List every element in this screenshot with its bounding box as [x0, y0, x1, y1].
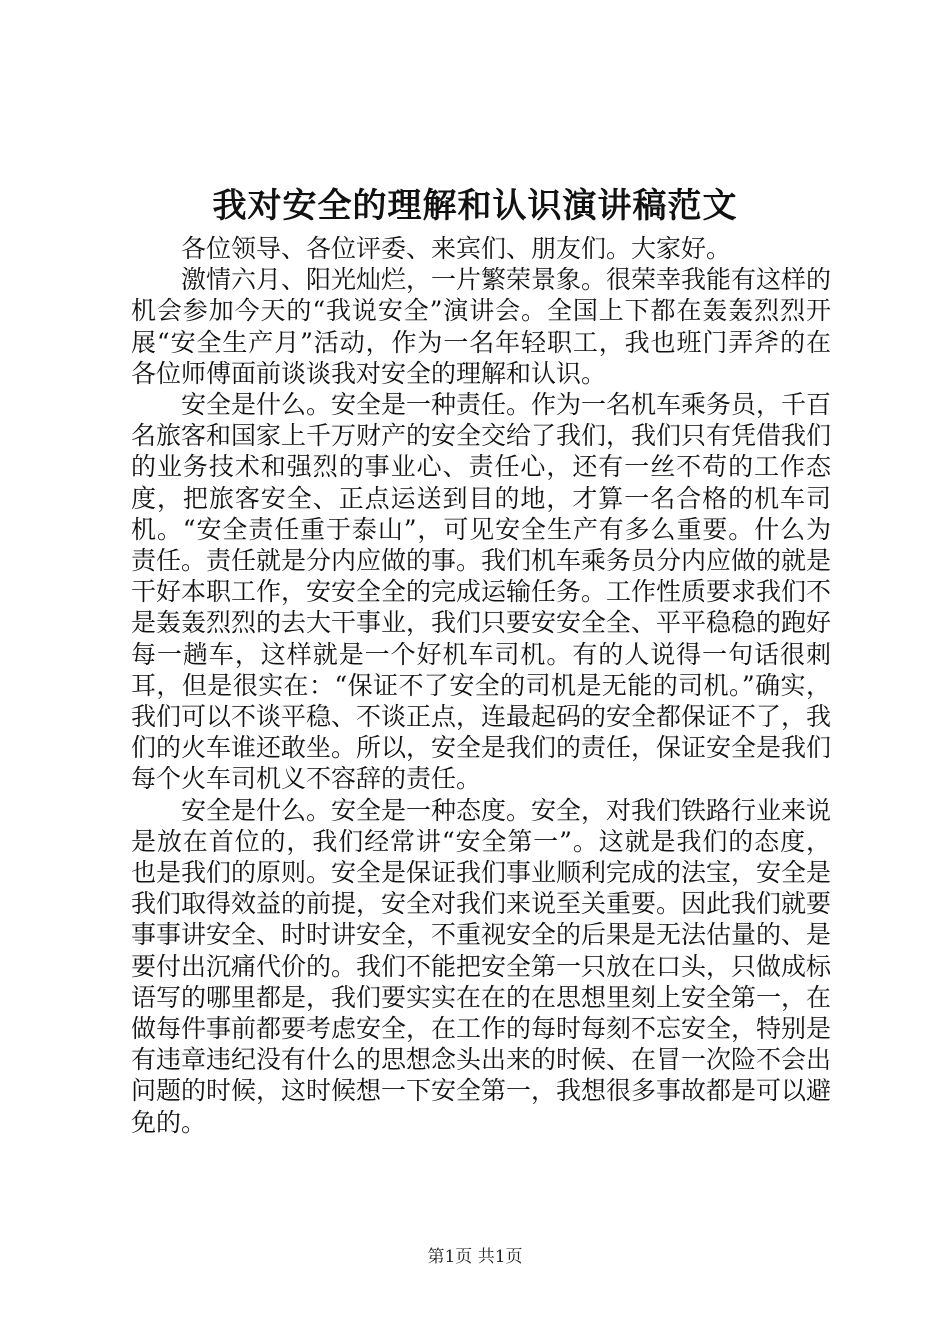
paragraph-greeting: 各位领导、各位评委、来宾们、朋友们。大家好。	[181, 234, 732, 263]
paragraph-attitude: 安全是什么。安全是一种态度。安全，对我们铁路行业来说是放在首位的，我们经常讲“安全第一”。这就是我们的态度，也是我们的原则。安全是保证我们事业顺利完成的法宝，安全是我们取得效益的前提，安全对我们来说至关重要。因此我们就要事事讲安全、时时讲安全，不重视安全的后果是无法估量的、是要付出沉痛代价的。我们不能把安全第一只放在口头，只做成标语写的哪里都是，我们要实实在在的在思想里刻上安全第一，在做每件事前都要考虑安全，在工作的每时每刻不忘安全，特别是有违章违纪没有什么的思想念头出来的时候、在冒一次险不会出问题的时候，这时候想一下安全第一，我想很多事故都是可以避免的。	[131, 795, 832, 1137]
paragraph-intro: 激情六月、阳光灿烂，一片繁荣景象。很荣幸我能有这样的机会参加今天的“我说安全”演讲会。全国上下都在轰轰烈烈开展“安全生产月”活动，作为一名年轻职工，我也班门弄斧的在各位师傅面前谈谈我对安全的理解和认识。	[131, 265, 832, 388]
document-body	[131, 233, 831, 1138]
document-title: 我对安全的理解和认识演讲稿范文	[212, 186, 738, 226]
paragraph-responsibility: 安全是什么。安全是一种责任。作为一名机车乘务员，千百名旅客和国家上千万财产的安全交给了我们，我们只有凭借我们的业务技术和强烈的事业心、责任心，还有一丝不苟的工作态度，把旅客安全、正点运送到目的地，才算一名合格的机车司机。“安全责任重于泰山”，可见安全生产有多么重要。什么为责任。责任就是分内应做的事。我们机车乘务员分内应做的就是干好本职工作，安安全全的完成运输任务。工作性质要求我们不是轰轰烈烈的去大干事业，我们只要安安全全、平平稳稳的跑好每一趟车，这样就是一个好机车司机。有的人说得一句话很刺耳，但是很实在：“保证不了安全的司机是无能的司机。”确实，我们可以不谈平稳、不谈正点，连最起码的安全都保证不了，我们的火车谁还敢坐。所以，安全是我们的责任，保证安全是我们每个火车司机义不容辞的责任。	[131, 390, 832, 794]
page-number-footer: 第1页 共1页	[427, 1247, 523, 1267]
